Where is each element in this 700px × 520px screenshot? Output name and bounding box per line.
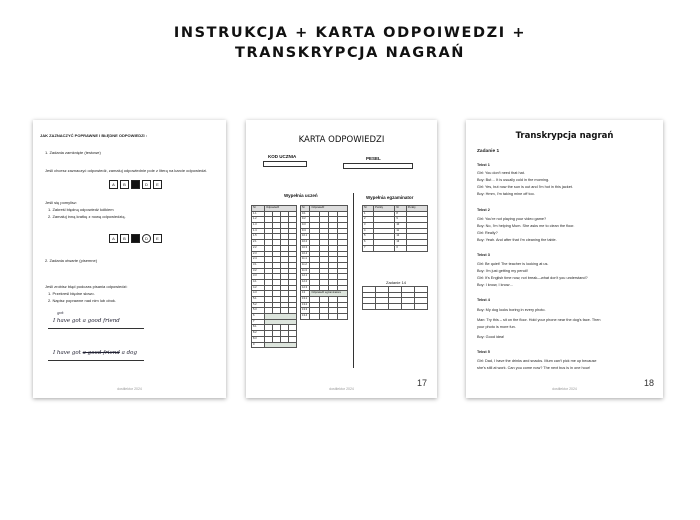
section-closed-tasks: 1. Zadania zamknięte (testowe) bbox=[45, 150, 101, 155]
text-5-line: Girl: Dad, I have the drinks and snacks. Mum can't pick me up because bbox=[477, 359, 597, 363]
answer-box: D bbox=[142, 180, 151, 189]
hw-part: a dog bbox=[121, 350, 137, 356]
col-header: Nr bbox=[301, 206, 310, 212]
instruction-page bbox=[33, 120, 226, 398]
open-step-2: 2. Napisz poprawne nad nim lub obok. bbox=[48, 298, 117, 303]
text-5-label: Tekst 5 bbox=[477, 350, 490, 354]
text-2-line: Boy: No, I'm helping Mum. She asks me to clean the floor. bbox=[477, 224, 575, 228]
section-open-tasks: 2. Zadania otwarte (pisemne) bbox=[45, 258, 98, 263]
answer-box-filled: C bbox=[131, 234, 140, 243]
answer-box: E bbox=[153, 234, 162, 243]
section-divider bbox=[353, 193, 354, 368]
example-boxes-correct bbox=[109, 180, 162, 189]
pesel-label: PESEL bbox=[366, 156, 381, 161]
instruction-title: JAK ZAZNACZYĆ POPRAWNE I BŁĘDNE ODPOWIEDZI : bbox=[40, 133, 148, 138]
open-instruction: Jeśli zrobisz błąd podczas pisania odpowiedzi: bbox=[45, 284, 128, 289]
handwritten-sentence-1: I have got a good friend bbox=[53, 318, 120, 324]
writing-line bbox=[48, 328, 144, 329]
text-4-line: your photo is more fun. bbox=[477, 325, 516, 329]
answer-box-circled: D bbox=[142, 234, 151, 243]
answer-box: A bbox=[109, 180, 118, 189]
text-1-line: Boy: Hmm, I'm taking mine off too. bbox=[477, 192, 535, 196]
text-2-line: Girl: You're not playing your video game? bbox=[477, 217, 547, 221]
answer-sheet-page bbox=[246, 120, 437, 398]
extra-task-label: Zadanie 14 bbox=[386, 280, 407, 285]
transcript-title: Transkrypcja nagrań bbox=[515, 131, 614, 141]
writing-line bbox=[48, 360, 144, 361]
hw-part: I have got bbox=[53, 350, 81, 356]
student-code-field bbox=[263, 161, 307, 167]
page-footer: dostilektor 2024 bbox=[329, 387, 354, 391]
page-footer: dostilektor 2024 bbox=[552, 387, 577, 391]
student-grid-right: Nr Odpowiedź 9.1 9.2 9.3 9.4 10.1 10.2 10.3 10.4 11.1 11.2 11.3 12.1 12.2 12.3 13 Odpowiedź egzaminatora 13.1 13.2 13.3 13.4 bbox=[300, 205, 348, 320]
answer-box-filled: C bbox=[131, 180, 140, 189]
student-code-label: KOD UCZNIA bbox=[268, 154, 297, 159]
page-number: 18 bbox=[643, 378, 654, 388]
text-1-line: Girl: Yes, but now the sun is out and I'm hot in this jacket. bbox=[477, 185, 573, 189]
student-grid-left: Nr Odpowiedź 1.1 1.2 1.3 1.4 1.5 2.1 2.2 2.3 2.4 3.1 3.2 3.3 4.1 4.2 4.3 5.1 5.2 5.3 6 7 8.1 8.2 8.3 9 bbox=[251, 205, 297, 348]
transcript-page bbox=[466, 120, 663, 398]
col-header: Odpowiedź bbox=[310, 206, 348, 212]
handwritten-sentence-2 bbox=[53, 350, 137, 356]
text-2-line: Boy: Yeah. And after that I'm cleaning the table. bbox=[477, 238, 557, 242]
examiner-grid: Nr Punkty Nr Punkty 1 8 2 9 3 10 4 11 5 12 6 13 7 Σ bbox=[362, 205, 428, 252]
answer-box: E bbox=[153, 180, 162, 189]
page-footer: dostilektor 2024 bbox=[117, 387, 142, 391]
text-2-label: Tekst 2 bbox=[477, 208, 490, 212]
closed-instruction: Jeśli chcesz zaznaczyć odpowiedź, zamaluj odpowiednie pole z literą na karcie odpowiedzi. bbox=[45, 168, 208, 173]
text-4-line: Boy: Good idea! bbox=[477, 335, 505, 339]
student-section-title: Wypełnia uczeń bbox=[284, 193, 318, 198]
col-header: Nr bbox=[252, 206, 265, 212]
task-title: Zadanie 1 bbox=[477, 149, 500, 154]
text-5-line: she's still at work. Can you come now? The next bus is in one hour! bbox=[477, 366, 591, 370]
answer-box: B bbox=[120, 234, 129, 243]
example-boxes-corrected bbox=[109, 234, 162, 243]
open-answer-cell: Odpowiedź egzaminatora bbox=[310, 291, 348, 297]
extra-task-grid bbox=[362, 286, 428, 310]
text-3-line: Girl: Be quiet! The teacher is looking at us. bbox=[477, 262, 549, 266]
text-4-label: Tekst 4 bbox=[477, 298, 490, 302]
text-1-label: Tekst 1 bbox=[477, 163, 490, 167]
text-3-label: Tekst 3 bbox=[477, 253, 490, 257]
answer-sheet-title: KARTA ODPOWIEDZI bbox=[298, 135, 385, 145]
header-line-2: TRANSKRYPCJA NAGRAŃ bbox=[234, 45, 466, 61]
text-3-line: Boy: I'm just getting my pencil! bbox=[477, 269, 529, 273]
page-number: 17 bbox=[416, 378, 427, 388]
hw-struck: a good friend bbox=[82, 350, 120, 356]
mistake-step-1: 1. Zakreśl błędną odpowiedź kółkiem bbox=[48, 207, 114, 212]
col-header: Odpowiedź bbox=[265, 206, 297, 212]
col-header: Punkty bbox=[406, 206, 427, 212]
answer-box: A bbox=[109, 234, 118, 243]
header-line-1: INSTRUKCJA + KARTA ODPOIWEDZI + bbox=[173, 25, 527, 41]
answer-box: B bbox=[120, 180, 129, 189]
col-header: Nr bbox=[395, 206, 406, 212]
text-1-line: Boy: But… It is usually cold in the morning. bbox=[477, 178, 550, 182]
examiner-section-title: Wypełnia egzaminator bbox=[366, 195, 414, 200]
pesel-field bbox=[343, 163, 413, 169]
open-step-1: 1. Przekreśl błędne słowo. bbox=[48, 291, 95, 296]
text-1-line: Girl: You don't need that hat. bbox=[477, 171, 525, 175]
mistake-intro: Jeśli się pomylisz: bbox=[45, 200, 78, 205]
col-header: Punkty bbox=[374, 206, 395, 212]
text-3-line: Girl: It's English time now, not break—what don't you understand? bbox=[477, 276, 588, 280]
mistake-step-2: 2. Zamaluj inną kratkę z nową odpowiedzią. bbox=[48, 214, 126, 219]
text-4-line: Boy: My dog looks boring in every photo. bbox=[477, 308, 546, 312]
text-3-line: Boy: I know, I know… bbox=[477, 283, 514, 287]
handwritten-correction: got bbox=[57, 310, 64, 315]
text-2-line: Girl: Really? bbox=[477, 231, 498, 235]
text-4-line: Man: Try this – sit on the floor. Hold your phone near the dog's face. Then bbox=[477, 318, 601, 322]
col-header: Nr bbox=[363, 206, 374, 212]
